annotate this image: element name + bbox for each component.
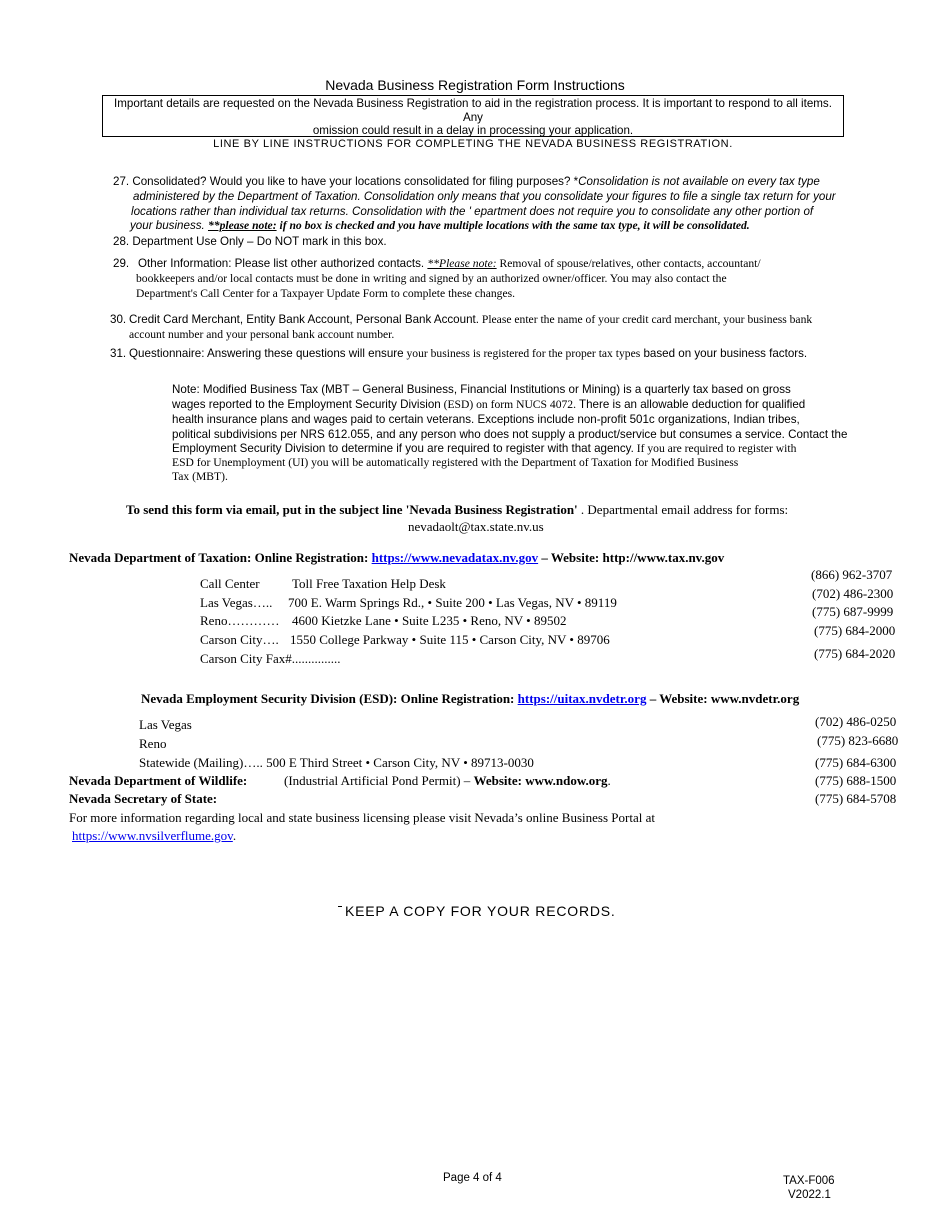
esd-heading-label: Nevada Employment Security Division (ESD): Online Registration: [141,691,518,706]
portal-text: For more information regarding local and state business licensing please visit Nevada’s online Business Portal at [69,810,655,825]
mbt-note-line-4: political subdivisions per NRS 612.055, and any person who does not supply a product/service but consumes a service. Contact the [172,428,848,441]
taxation-row-detail: 4600 Kietzke Lane • Suite L235 • Reno, NV • 89502 [292,613,567,628]
item-31-middle: your business is registered for the proper tax types [403,347,641,360]
item-27-line-2: administered by the Department of Taxation. Consolidation only means that you consolidate your figures to file a single tax return for your [133,190,836,203]
email-instructions [126,502,788,518]
mbt-note-line-7: Tax (MBT). [172,470,228,483]
notice-line-1: Important details are requested on the Nevada Business Registration to aid in the registration process. It is important to respond to all items. Any [114,97,832,124]
silverflume-link[interactable]: https://www.nvsilverflume.gov [72,828,233,843]
dash-mark [338,906,342,907]
wildlife-phone: (775) 688-1500 [815,773,897,788]
wildlife-permit: (Industrial Artificial Pond Permit) – [284,773,474,788]
esd-row-phone: (702) 486-0250 [815,714,897,729]
mbt-note-line-3: health insurance plans and wages paid to certain veterans. Exceptions include non-profit 501c organizations, Indian tribes, [172,413,800,426]
mbt-note-l5a: Employment Security Division to determine if you are required to register with that agency. [172,442,634,455]
item-29 [113,256,761,272]
item-29-number: 29. [113,257,130,270]
taxation-row-label: Carson City…. [200,632,279,647]
item-27-number: 27. [113,175,130,188]
esd-row-label: Las Vegas [139,717,192,732]
item-30-number: 30. [110,313,127,326]
item-31-label: Questionnaire: Answering these questions will ensure [129,347,404,360]
taxation-row-phone: (866) 962-3707 [811,567,893,582]
taxation-row-label: Reno………… [200,613,280,628]
email-forms-label: . Departmental email address for forms: [577,502,789,517]
item-29-line1: Removal of spouse/relatives, other contacts, accountant/ [496,257,761,270]
esd-row-phone: (775) 684-6300 [815,755,897,770]
taxation-row-phone: (702) 486-2300 [812,586,894,601]
item-27-please-note: **please note: [207,219,277,232]
wildlife-website: Website: www.ndow.org [473,773,608,788]
item-31-number: 31. [110,347,127,360]
item-28-number: 28. [113,235,130,248]
item-27-line-4 [130,218,750,234]
mbt-note-l2c: There is an allowable deduction for qualified [575,398,806,411]
mbt-note-line-1: Note: Modified Business Tax (MBT – General Business, Financial Institutions or Mining) is a quarterly tax based on gross [172,383,791,396]
mbt-note-l2b: (ESD) on form NUCS 4072. [440,398,576,411]
wildlife-period: . [607,773,611,788]
email-subject-line: To send this form via email, put in the subject line 'Nevada Business Registration' [126,502,578,517]
item-30-line-2: account number and your personal bank account number. [129,328,395,341]
wildlife-heading: Nevada Department of Wildlife: [69,773,248,788]
esd-row-phone: (775) 823-6680 [817,733,899,748]
taxation-row-phone: (775) 684-2000 [814,623,896,638]
portal-link-line [72,828,236,844]
taxation-website: – Website: http://www.tax.nv.gov [538,550,725,565]
wildlife-detail [284,773,611,789]
item-29-line-3: Department's Call Center for a Taxpayer Update Form to complete these changes. [136,287,516,300]
taxation-heading-label: Nevada Department of Taxation: Online Registration: [69,550,372,565]
item-27-label: Consolidated? Would you like to have your locations consolidated for filing purposes? * [132,175,579,188]
mbt-note-line-6: ESD for Unemployment (UI) you will be automatically registered with the Department of Taxation for Modified Business [172,456,739,469]
sos-heading: Nevada Secretary of State: [69,791,218,806]
taxation-row-detail: 700 E. Warm Springs Rd., • Suite 200 • Las Vegas, NV • 89119 [288,595,617,610]
item-31-end: based on your business factors. [640,347,808,360]
taxation-row-phone: (775) 684-2020 [814,646,896,661]
instructions-notice-box [102,95,844,150]
esd-heading [141,691,799,707]
esd-row-label: Statewide (Mailing)….. 500 E Third Street • Carson City, NV • 89713-0030 [139,755,534,770]
notice-line-2: omission could result in a delay in processing your application. [312,124,634,137]
taxation-row-detail: 1550 College Parkway • Suite 115 • Carson City, NV • 89706 [290,632,610,647]
taxation-row-detail: Toll Free Taxation Help Desk [292,576,446,591]
taxation-row-label: Call Center [200,576,260,591]
item-29-please-note: **Please note: [427,257,497,270]
item-27-line-3: locations rather than individual tax returns. Consolidation with the ' epartment does not require you to consolidate any other portion of [131,205,814,218]
mbt-note-l2a: wages reported to the Employment Security Division [172,398,441,411]
email-address[interactable]: nevadaolt@tax.state.nv.us [408,519,544,534]
taxation-row-label: Carson City Fax#............... [200,651,341,666]
item-27 [113,174,820,190]
taxation-row-label: Las Vegas….. [200,595,273,610]
taxation-heading [69,550,724,566]
item-27-line4-a: your business. [130,219,208,232]
item-29-line-2: bookkeepers and/or local contacts must be done in writing and signed by an authorized owner/officer. You may also contact the [136,272,727,285]
taxation-row-phone: (775) 687-9999 [812,604,894,619]
keep-copy-text: KEEP A COPY FOR YOUR RECORDS. [345,903,616,919]
item-30-label: Credit Card Merchant, Entity Bank Account, Personal Bank Account. [129,313,479,326]
item-29-label: Other Information: Please list other authorized contacts. [138,257,428,270]
item-28-text: Department Use Only – Do NOT mark in this box. [132,235,387,248]
portal-period: . [232,828,237,843]
item-27-line1-italic: Consolidation is not available on every tax type [578,175,820,188]
item-28 [113,234,387,250]
form-id: TAX-F006 [783,1175,835,1187]
mbt-note-line-2 [172,397,805,413]
item-30 [110,312,812,328]
keep-copy-notice [338,903,616,919]
item-31 [110,346,807,362]
mbt-note-l5b: If you are required to register with [633,442,797,455]
item-27-line4-c: if no box is checked and you have multiple locations with the same tax type, it will be consolidated. [276,219,750,232]
esd-website: – Website: www.nvdetr.org [646,691,800,706]
form-version: V2022.1 [788,1189,831,1201]
page-number: Page 4 of 4 [443,1172,502,1184]
sos-phone: (775) 684-5708 [815,791,897,806]
esd-row-label: Reno [139,736,167,751]
page-title: Nevada Business Registration Form Instructions [325,77,625,93]
esd-online-registration-link[interactable]: https://uitax.nvdetr.org [517,691,647,706]
taxation-online-registration-link[interactable]: https://www.nevadatax.nv.gov [371,550,539,565]
item-30-line1: Please enter the name of your credit card merchant, your business bank [478,313,813,326]
notice-line-3: LINE BY LINE INSTRUCTIONS FOR COMPLETING THE NEVADA BUSINESS REGISTRATION. [213,137,733,150]
